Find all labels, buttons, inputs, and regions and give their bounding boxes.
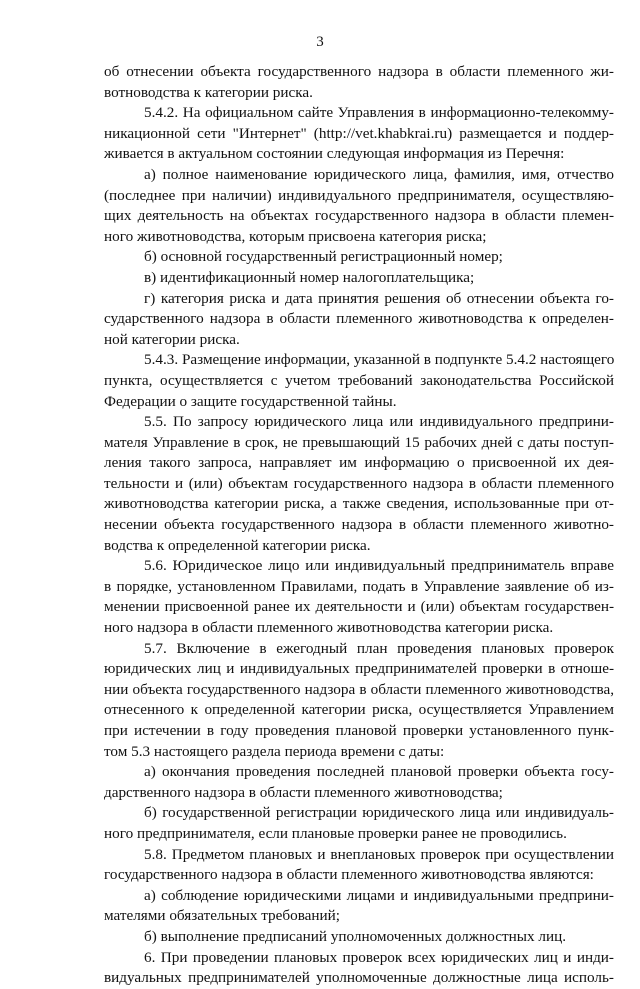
text-line: ного животноводства, которым присвоена категория риска;: [104, 227, 487, 245]
text-line: 5.4.2. На официальном сайте Управления в информационно-телекомму-: [144, 104, 614, 122]
paragraph-5-8-b: [104, 927, 614, 948]
text-line: несении объекта государственного надзора в области племенного животно-: [104, 516, 614, 534]
text-line: отнесенного к определенной категории риска, осуществляется Управлением: [104, 701, 614, 719]
text-line: мателя Управление в срок, не превышающий 15 рабочих дней с даты поступ-: [104, 433, 614, 451]
text-line: при истечении в году проведения плановой проверки установленного пунк-: [104, 722, 614, 739]
paragraph-5-4-2: [104, 103, 614, 165]
paragraph-5-4-2-v: [104, 268, 614, 289]
paragraph-5-6: [104, 556, 614, 638]
text-line: 5.5. По запросу юридического лица или индивидуального предприни-: [144, 413, 614, 431]
text-line: государственного надзора в области племенного животноводства являются:: [104, 866, 594, 884]
paragraph-5-4-2-b: [104, 247, 614, 268]
text-line: ного надзора в области племенного животноводства категории риска.: [104, 619, 554, 637]
text-line: нии объекта государственного надзора в области племенного животноводства,: [104, 680, 614, 698]
text-line: дарственного надзора в области племенного животноводства;: [104, 783, 503, 801]
text-line: б) выполнение предписаний уполномоченных должностных лиц.: [144, 927, 567, 945]
paragraph-5-8: [104, 845, 614, 886]
text-line: в порядке, установленном Правилами, подать в Управление заявление об из-: [104, 577, 614, 595]
paragraph-5-4-2-a: [104, 165, 614, 247]
text-line: никационной сети "Интернет" (http://vet.khabkrai.ru) размещается и поддер-: [104, 124, 614, 142]
text-line: менении присвоенной ранее их деятельности и (или) объектам государствен-: [104, 598, 614, 616]
text-line: 5.7. Включение в ежегодный план проведения плановых проверок: [144, 639, 614, 657]
text-line: водства к определенной категории риска.: [104, 536, 371, 554]
text-line: ного предпринимателя, если плановые проверки ранее не проводились.: [104, 824, 567, 842]
text-line: а) полное наименование юридического лица, фамилия, имя, отчество: [144, 165, 614, 183]
paragraph-5-5: [104, 412, 614, 556]
paragraph-5-4-2-g: [104, 289, 614, 351]
paragraph-5-4-3: [104, 350, 614, 412]
text-line: видуальных предпринимателей уполномоченные должностные лица исполь-: [104, 969, 614, 987]
text-line: 5.4.3. Размещение информации, указанной в подпункте 5.4.2 настоящего: [144, 351, 615, 369]
text-line: г) категория риска и дата принятия решения об отнесении объекта го-: [144, 289, 614, 307]
text-line: 6. При проведении плановых проверок всех юридических лиц и инди-: [144, 948, 614, 966]
text-line: 5.6. Юридическое лицо или индивидуальный предприниматель вправе: [144, 557, 614, 575]
paragraph-6: [104, 948, 614, 989]
text-line: ной категории риска.: [104, 330, 240, 348]
page-number: 3: [316, 34, 324, 50]
text-line: сударственного надзора в области племенного животноводства к определен-: [104, 310, 614, 328]
text-line: ления такого запроса, направляет им информацию о присвоенной их дея-: [104, 454, 614, 472]
text-line: вотноводства к категории риска.: [104, 83, 313, 101]
text-line: пункта, осуществляется с учетом требований законодательства Российской: [104, 371, 614, 389]
text-line: (последнее при наличии) индивидуального предпринимателя, осуществляю-: [104, 186, 614, 204]
text-line: а) соблюдение юридическими лицами и индивидуальными предприни-: [144, 886, 614, 904]
text-line: б) основной государственный регистрационный номер;: [144, 248, 503, 266]
text-line: щих деятельность на объектах государственного надзора в области племен-: [104, 207, 614, 225]
document-body: [104, 62, 614, 989]
paragraph-5-7-a: [104, 762, 614, 803]
text-line: живается в актуальном состоянии следующая информация из Перечня:: [104, 145, 565, 163]
text-line: Федерации о защите государственной тайны.: [104, 392, 397, 410]
text-line: в) идентификационный номер налогоплательщика;: [144, 268, 475, 286]
text-line: об отнесении объекта государственного надзора в области племенного жи-: [104, 63, 614, 80]
paragraph-5-8-a: [104, 886, 614, 927]
text-line: тельности и (или) объектам государственного надзора в области племенного: [104, 474, 614, 492]
paragraph-5-7-b: [104, 803, 614, 844]
text-line: мателями обязательных требований;: [104, 907, 341, 925]
paragraph-intro: [104, 62, 614, 103]
paragraph-5-7: [104, 639, 614, 763]
text-line: том 5.3 настоящего раздела периода времени с даты:: [104, 742, 445, 760]
text-line: а) окончания проведения последней плановой проверки объекта госу-: [144, 763, 614, 781]
text-line: 5.8. Предметом плановых и внеплановых проверок при осуществлении: [144, 845, 614, 863]
text-line: б) государственной регистрации юридического лица или индивидуаль-: [144, 804, 614, 822]
text-line: животноводства категории риска, а также сведения, использованные при от-: [104, 495, 614, 513]
text-line: юридических лиц и индивидуальных предпринимателей проверки в отноше-: [104, 660, 614, 678]
